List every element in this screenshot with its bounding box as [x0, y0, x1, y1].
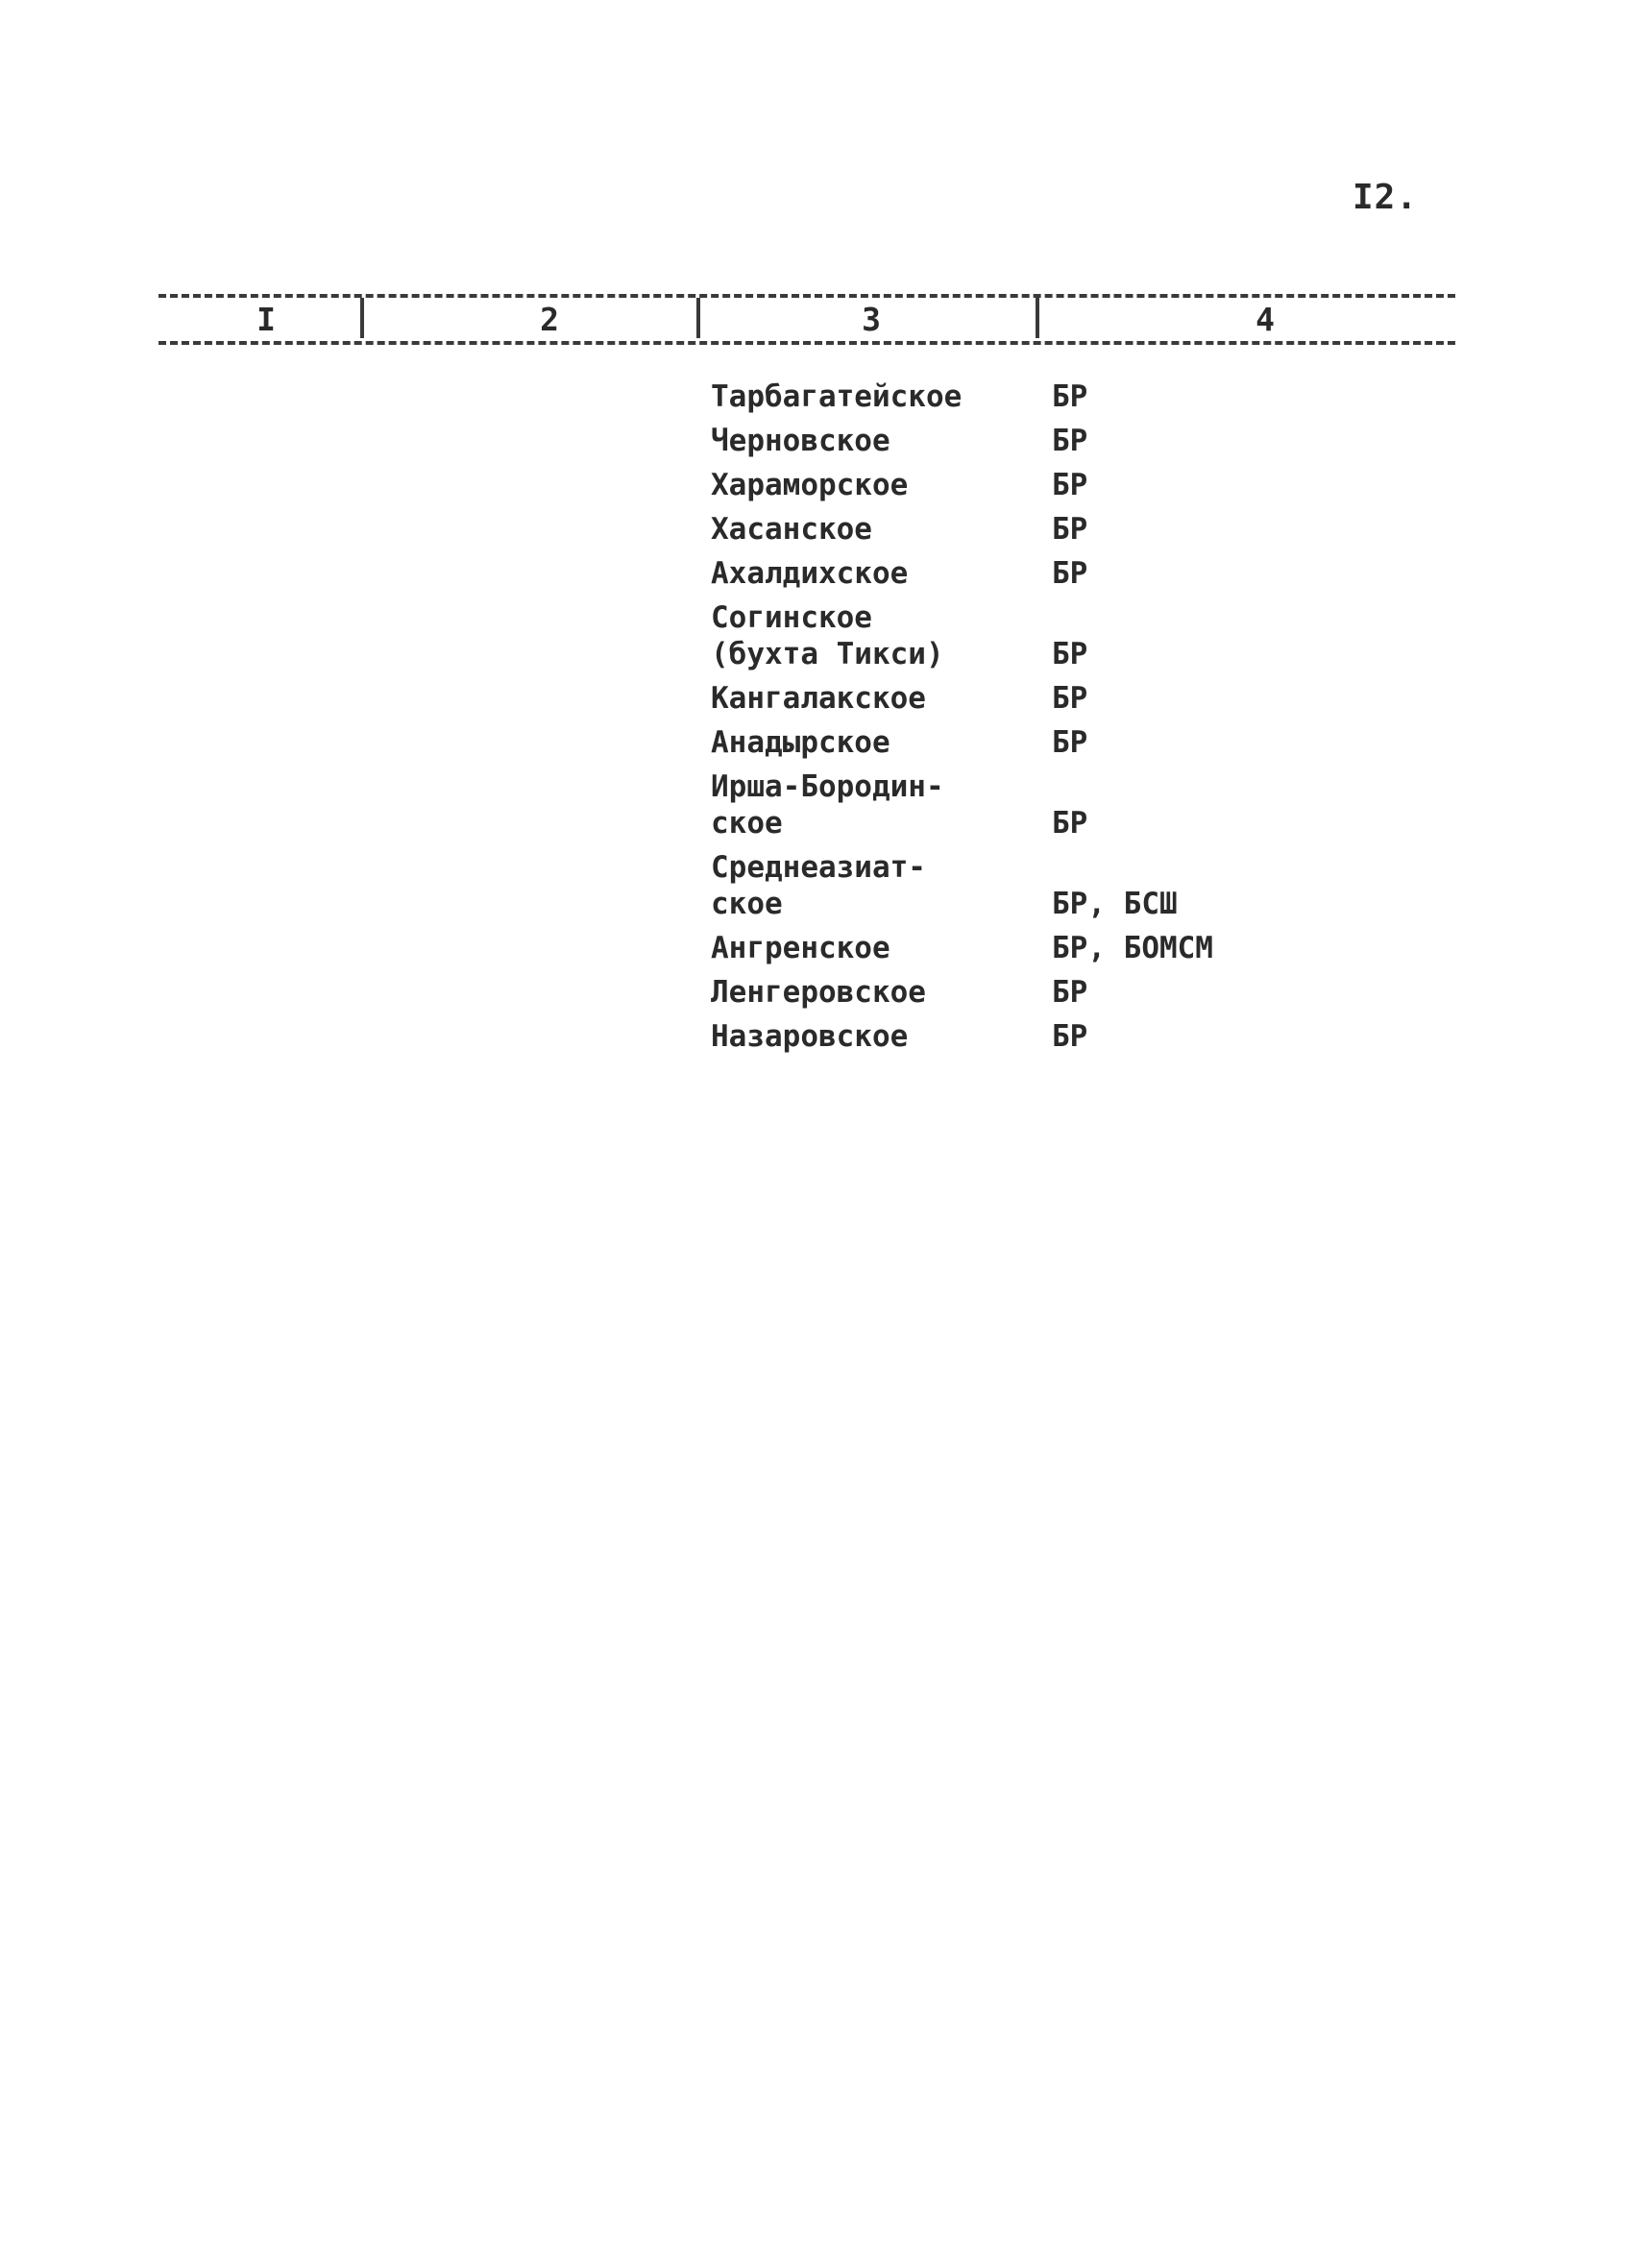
- deposit-name: Ахалдихское: [711, 556, 909, 591]
- column-separator: [1036, 298, 1039, 338]
- column-4-label: 4: [1255, 301, 1275, 338]
- column-separator: [360, 298, 364, 338]
- deposit-code: БР: [1052, 637, 1088, 671]
- column-1-label: I: [256, 301, 276, 338]
- deposit-code: БР: [1052, 725, 1088, 760]
- table-row: [711, 599, 1383, 672]
- table-header: [158, 286, 1455, 350]
- deposit-code: БР: [1052, 424, 1088, 458]
- deposit-name: Тарбагатейское: [711, 379, 963, 414]
- table-body: [711, 378, 1383, 1062]
- deposit-code: БР: [1052, 975, 1088, 1010]
- deposit-code: БР: [1052, 468, 1088, 502]
- deposit-name: Среднеазиат- ское: [711, 850, 926, 921]
- table-row: [711, 768, 1383, 841]
- deposit-name: Ленгеровское: [711, 975, 926, 1010]
- deposit-code: БР: [1052, 1019, 1088, 1054]
- deposit-name: Черновское: [711, 424, 890, 458]
- table-row: [711, 1018, 1383, 1055]
- table-row: [711, 849, 1383, 922]
- table-row: [711, 511, 1383, 548]
- deposit-name: Анадырское: [711, 725, 890, 760]
- deposit-code: БР: [1052, 681, 1088, 716]
- table-row: [711, 467, 1383, 503]
- deposit-name: Ирша-Бородин- ское: [711, 769, 944, 841]
- deposit-name: Согинское (бухта Тикси): [711, 600, 944, 671]
- table-row: [711, 423, 1383, 459]
- deposit-name: Кангалакское: [711, 681, 926, 716]
- deposit-name: Назаровское: [711, 1019, 909, 1054]
- table-row: [711, 555, 1383, 592]
- header-top-rule: [158, 294, 1455, 298]
- table-row: [711, 974, 1383, 1011]
- table-row: [711, 378, 1383, 415]
- page-number: I2.: [1353, 178, 1419, 217]
- column-2-label: 2: [540, 301, 559, 338]
- deposit-code: БР: [1052, 379, 1088, 414]
- deposit-code: БР: [1052, 806, 1088, 841]
- deposit-code: БР, БСШ: [1052, 887, 1178, 921]
- header-bottom-rule: [158, 341, 1455, 345]
- table-row: [711, 930, 1383, 966]
- deposit-code: БР: [1052, 512, 1088, 547]
- column-3-label: 3: [862, 301, 881, 338]
- deposit-name: Хараморское: [711, 468, 909, 502]
- table-row: [711, 724, 1383, 761]
- table-row: [711, 680, 1383, 717]
- deposit-name: Хасанское: [711, 512, 872, 547]
- deposit-code: БР: [1052, 556, 1088, 591]
- deposit-name: Ангренское: [711, 931, 890, 965]
- column-separator: [696, 298, 700, 338]
- deposit-code: БР, БОМСМ: [1052, 931, 1213, 965]
